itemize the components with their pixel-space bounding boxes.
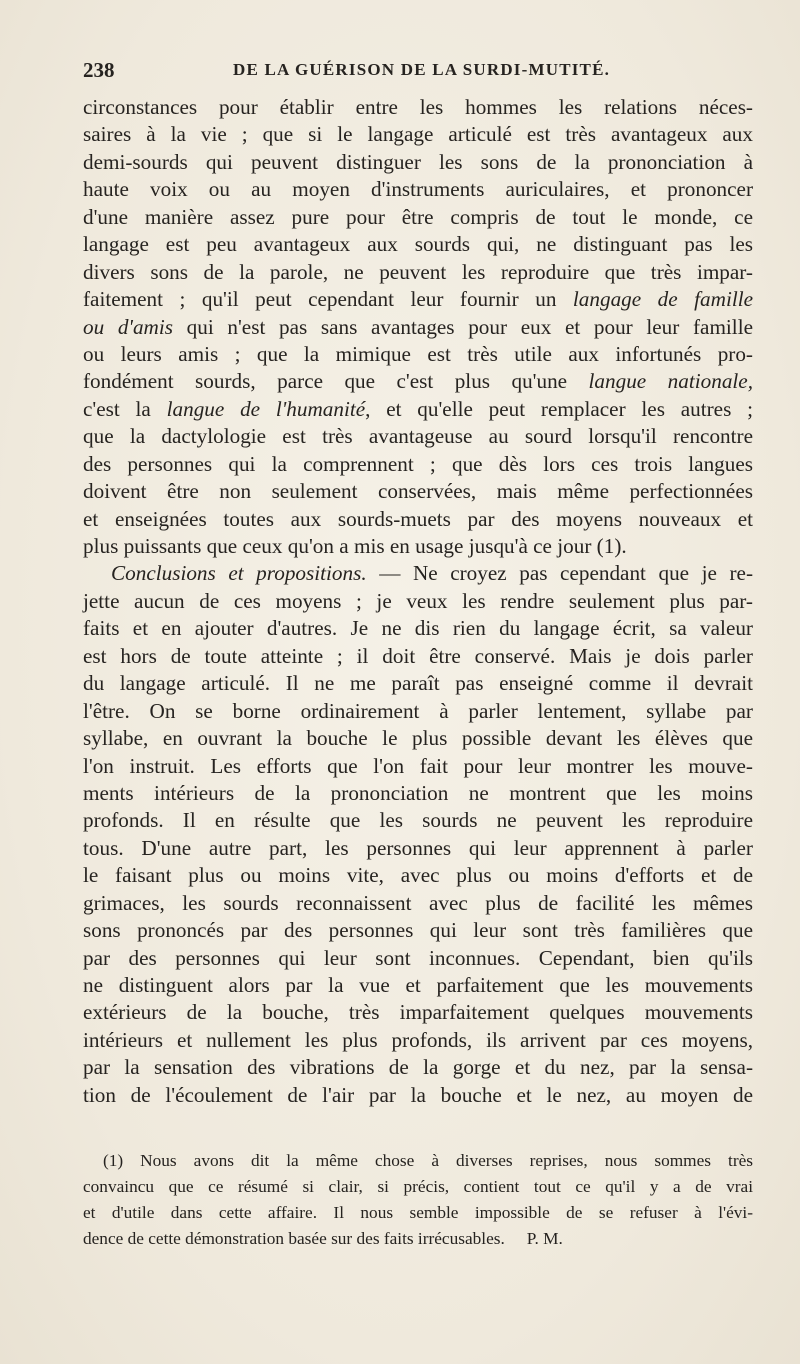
text-segment: — Ne croyez pas cependant que je re- (366, 561, 753, 586)
footnote-line (83, 1174, 753, 1200)
text-line: que la dactylologie est très avantageuse au sourd lorsqu'il rencontre (83, 424, 753, 449)
text-line: haute voix ou au moyen d'instruments auriculaires, et prononcer (83, 177, 753, 202)
text-line: syllabe, en ouvrant la bouche le plus possible devant les élèves que (83, 726, 753, 751)
running-header (83, 58, 753, 88)
footnote-line (83, 1226, 753, 1252)
text-line: demi-sourds qui peuvent distinguer les sons de la prononciation à (83, 149, 753, 174)
text-line: extérieurs de la bouche, très imparfaitement quelques mouvements (83, 1000, 753, 1025)
italic-phrase: Conclusions et propositions. (111, 561, 367, 586)
text-line: plus puissants que ceux qu'on a mis en usage jusqu'à ce jour (1). (83, 534, 627, 558)
text-line: faits et en ajouter d'autres. Je ne dis rien du langage écrit, sa valeur (83, 616, 753, 641)
footnote-line (83, 1200, 753, 1226)
footnote (83, 1148, 753, 1252)
text-line: d'une manière assez pure pour être compris de tout le monde, ce (83, 204, 753, 229)
text-line: ments intérieurs de la prononciation ne montrent que les moins (83, 780, 753, 805)
italic-phrase: langue nationale, (588, 369, 753, 394)
italic-phrase: ou d'amis (83, 314, 173, 339)
text-segment: fondément sourds, parce que c'est plus qu'une (83, 369, 589, 394)
text-line: et enseignées toutes aux sourds-muets par des moyens nouveaux et (83, 506, 753, 531)
text-line (83, 314, 753, 341)
text-line (83, 286, 753, 313)
text-segment: , et qu'elle peut remplacer les autres ; (365, 396, 753, 421)
text-line: le faisant plus ou moins vite, avec plus ou moins d'efforts et de (83, 863, 753, 888)
text-line: des personnes qui la comprennent ; que dès lors ces trois langues (83, 451, 753, 476)
footnote-text: convaincu que ce résumé si clair, si précis, contient tout ce qu'il y a de vrai (83, 1177, 753, 1196)
text-line: tous. D'une autre part, les personnes qui leur apprennent à parler (83, 835, 753, 860)
text-line: ne distinguent alors par la vue et parfaitement que les mouvements (83, 973, 753, 997)
running-title: DE LA GUÉRISON DE LA SURDI-MUTITÉ. (233, 60, 611, 79)
text-segment: c'est la (83, 396, 167, 421)
italic-phrase: langage de famille (572, 287, 754, 312)
text-line: du langage articulé. Il ne me paraît pas enseigné comme il devrait (83, 671, 753, 696)
text-line: sons prononcés par des personnes qui leur sont très familières que (83, 918, 753, 943)
page-number: 238 (83, 58, 115, 82)
text-line: circonstances pour établir entre les hommes les relations néces- (83, 95, 753, 119)
text-segment: faitement ; qu'il peut cependant leur fournir un (83, 287, 573, 312)
text-line: saires à la vie ; que si le langage articulé est très avantageux aux (83, 122, 753, 147)
text-line (83, 560, 753, 587)
footnote-signature: P. M. (526, 1229, 563, 1248)
text-line: jette aucun de ces moyens ; je veux les rendre seulement plus par- (83, 588, 753, 613)
footnote-text: dence de cette démonstration basée sur des faits irrécusables. (83, 1229, 505, 1248)
footnote-text: (1) Nous avons dit la même chose à diverses reprises, nous sommes très (103, 1151, 753, 1170)
text-line: doivent être non seulement conservées, mais même perfectionnées (83, 479, 753, 504)
text-line: profonds. Il en résulte que les sourds ne peuvent les reproduire (83, 808, 753, 833)
text-line: langage est peu avantageux aux sourds qui, ne distinguant pas les (83, 232, 753, 257)
text-line: tion de l'écoulement de l'air par la bouche et le nez, au moyen de (83, 1082, 753, 1107)
footnote-text: et d'utile dans cette affaire. Il nous semble impossible de se refuser à l'évi- (83, 1203, 753, 1222)
text-line: divers sons de la parole, ne peuvent les reproduire que très impar- (83, 259, 753, 284)
text-line: l'on instruit. Les efforts que l'on fait pour leur montrer les mouve- (83, 753, 753, 778)
text-line (83, 396, 753, 423)
text-line: par la sensation des vibrations de la gorge et du nez, par la sensa- (83, 1055, 753, 1080)
text-line: est hors de toute atteinte ; il doit être conservé. Mais je dois parler (83, 643, 753, 668)
body-text (83, 94, 753, 1109)
text-line: intérieurs et nullement les plus profonds, ils arrivent par ces moyens, (83, 1027, 753, 1052)
text-line: grimaces, les sourds reconnaissent avec plus de facilité les mêmes (83, 890, 753, 915)
footnote-line (83, 1148, 753, 1174)
text-line (83, 368, 753, 395)
text-line: l'être. On se borne ordinairement à parler lentement, syllabe par (83, 698, 753, 723)
text-line: par des personnes qui leur sont inconnues. Cependant, bien qu'ils (83, 945, 753, 970)
italic-phrase: langue de l'humanité (166, 396, 366, 421)
text-segment: qui n'est pas sans avantages pour eux et pour leur famille (173, 314, 753, 339)
text-line: ou leurs amis ; que la mimique est très utile aux infortunés pro- (83, 341, 753, 366)
